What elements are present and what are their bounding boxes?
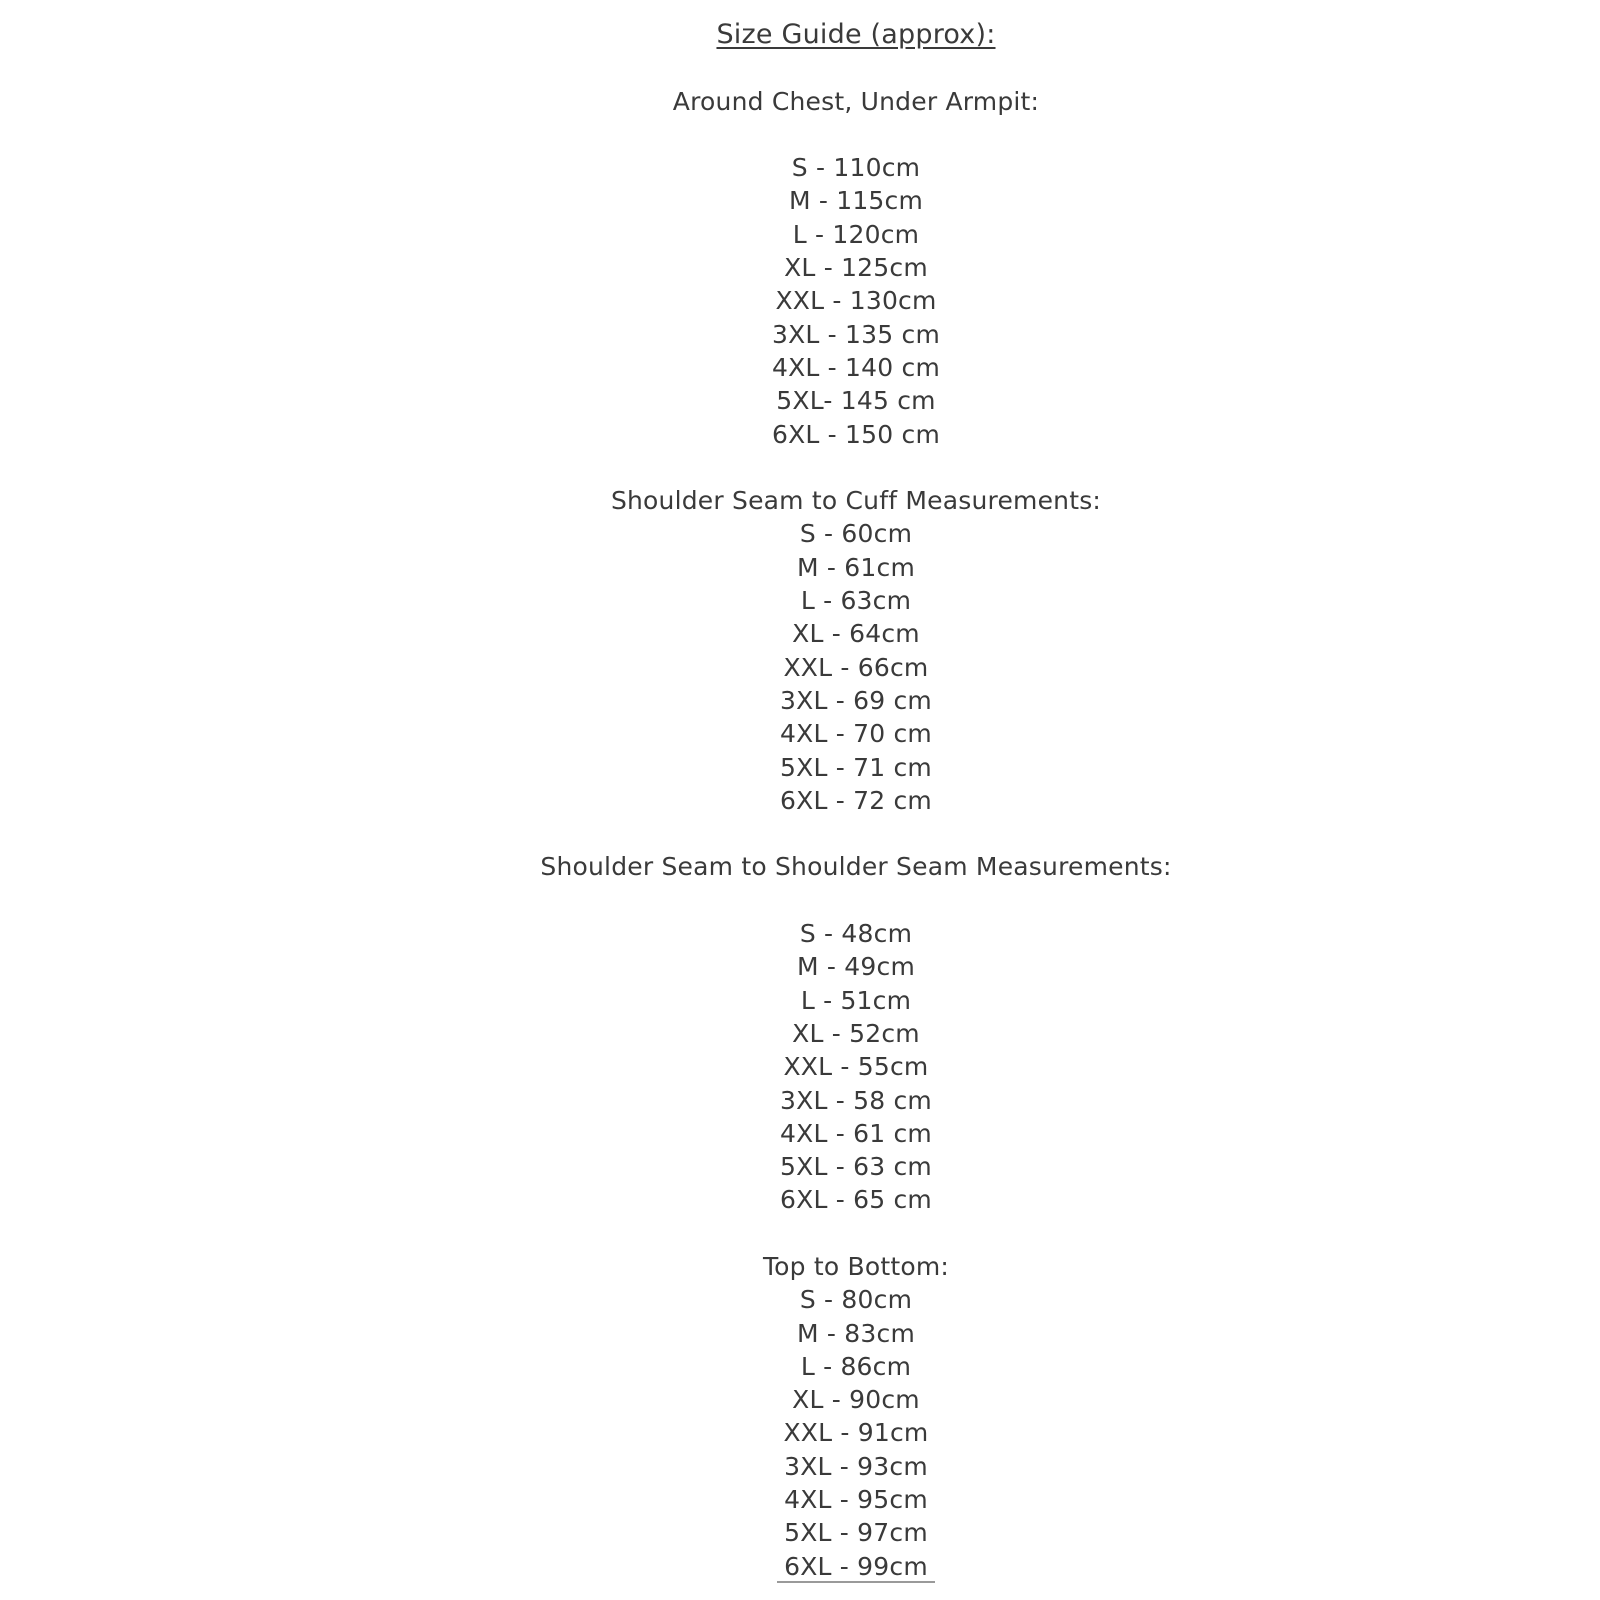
- spacer: [112, 118, 1600, 151]
- size-row: L - 86cm: [800, 1351, 912, 1381]
- section-heading-shoulder: Shoulder Seam to Shoulder Seam Measurements:: [540, 852, 1172, 882]
- size-row: S - 80cm: [799, 1285, 913, 1315]
- size-row: XL - 64cm: [792, 619, 920, 649]
- size-row: 4XL - 95cm: [784, 1485, 928, 1515]
- size-row: XXL - 130cm: [775, 286, 937, 316]
- size-row: 4XL - 140 cm: [771, 352, 941, 382]
- spacer: [112, 817, 1600, 850]
- size-row: XL - 52cm: [792, 1018, 920, 1048]
- size-row: L - 63cm: [800, 586, 912, 616]
- size-row: XL - 90cm: [792, 1385, 920, 1415]
- size-row: 5XL - 97cm: [784, 1518, 928, 1548]
- spacer: [112, 451, 1600, 484]
- size-row: 6XL - 72 cm: [780, 785, 932, 815]
- section-heading-chest: Around Chest, Under Armpit:: [672, 86, 1040, 116]
- size-row: 6XL - 65 cm: [780, 1185, 932, 1215]
- size-row: M - 115cm: [788, 186, 924, 216]
- size-row: XXL - 66cm: [783, 652, 929, 682]
- section-heading-length: Top to Bottom:: [762, 1251, 950, 1281]
- spacer: [112, 884, 1600, 917]
- size-row: XL - 125cm: [784, 253, 928, 283]
- size-row: L - 51cm: [800, 985, 912, 1015]
- size-row: 3XL - 93cm: [784, 1451, 928, 1481]
- spacer: [112, 51, 1600, 84]
- size-row: 5XL - 63 cm: [780, 1152, 932, 1182]
- size-row: 5XL - 71 cm: [780, 752, 932, 782]
- size-row: M - 83cm: [797, 1318, 915, 1348]
- size-row: 4XL - 61 cm: [780, 1118, 932, 1148]
- size-row: 6XL - 150 cm: [771, 419, 941, 449]
- size-row: M - 61cm: [797, 552, 915, 582]
- size-row: 6XL - 99cm: [784, 1551, 928, 1581]
- size-row: 3XL - 58 cm: [780, 1085, 932, 1115]
- size-row: XXL - 91cm: [783, 1418, 929, 1448]
- size-row: M - 49cm: [797, 952, 915, 982]
- size-row: 3XL - 69 cm: [780, 685, 932, 715]
- spacer: [112, 1217, 1600, 1250]
- size-row: S - 110cm: [791, 153, 921, 183]
- size-row: 3XL - 135 cm: [771, 319, 941, 349]
- size-row: L - 120cm: [792, 219, 920, 249]
- size-guide-title: Size Guide (approx):: [716, 19, 996, 50]
- size-row: S - 48cm: [799, 919, 913, 949]
- size-row: 4XL - 70 cm: [780, 719, 932, 749]
- size-row: 5XL- 145 cm: [776, 386, 936, 416]
- size-row: S - 60cm: [799, 519, 913, 549]
- section-heading-cuff: Shoulder Seam to Cuff Measurements:: [610, 486, 1102, 516]
- size-row: XXL - 55cm: [783, 1052, 929, 1082]
